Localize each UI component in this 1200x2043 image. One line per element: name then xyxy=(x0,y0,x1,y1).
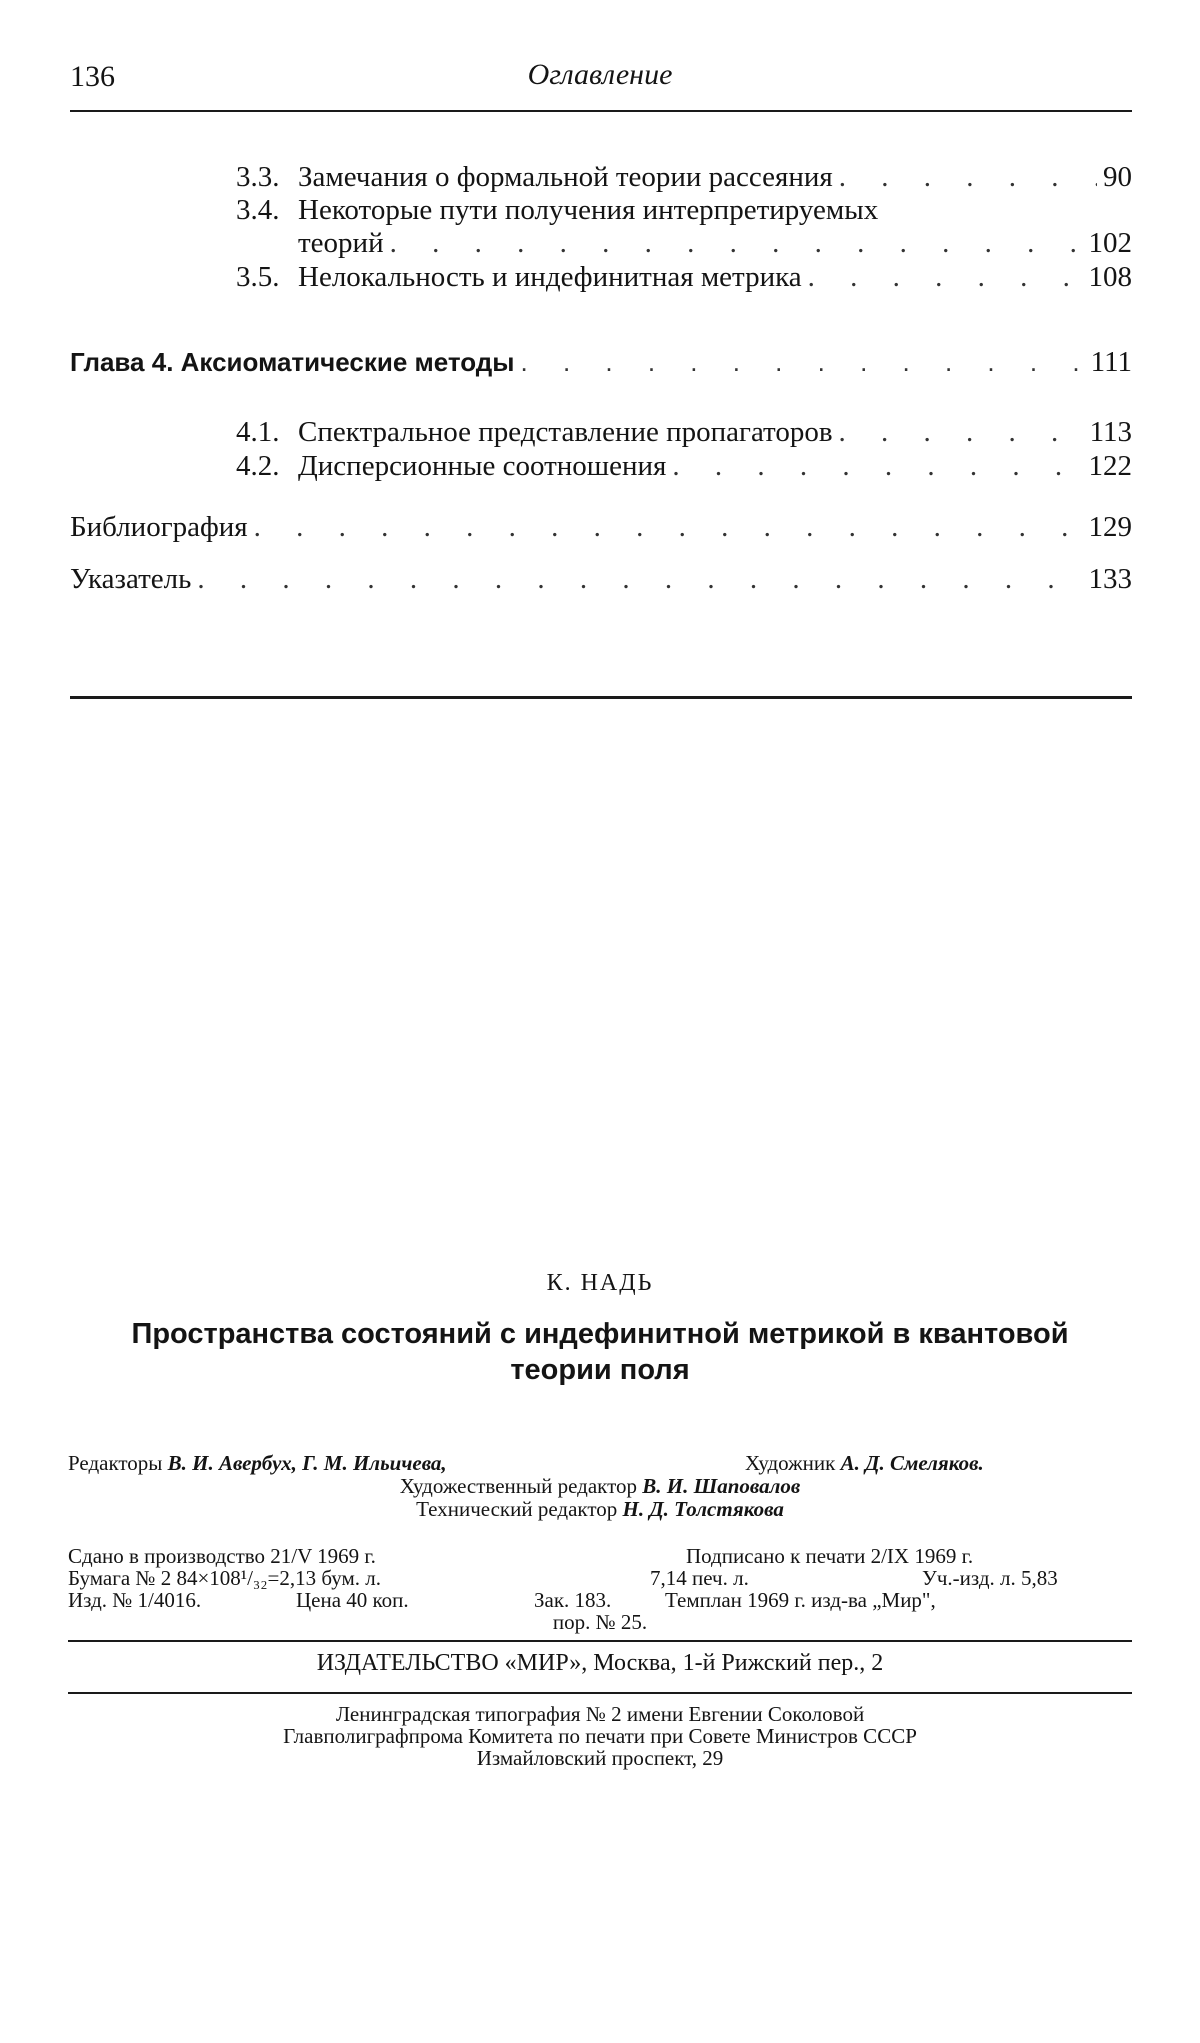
toc-entry-title-cont: теорий xyxy=(298,227,384,259)
tech-editor-name: Н. Д. Толстякова xyxy=(622,1497,784,1521)
index-page: 133 xyxy=(1088,563,1132,595)
artist-name: А. Д. Смеляков. xyxy=(840,1451,984,1475)
toc-index xyxy=(70,562,1132,596)
price: Цена 40 коп. xyxy=(296,1588,409,1612)
art-editor-label: Художественный редактор xyxy=(399,1474,637,1498)
toc-entry-page: 90 xyxy=(1103,161,1132,193)
book-title-line1: Пространства состояний с индефинитной метрикой в квантовой xyxy=(131,1318,1069,1350)
toc-entry-number: 3.3. xyxy=(236,161,280,193)
toc-entry-page: 122 xyxy=(1088,450,1132,482)
book-title xyxy=(60,1316,1140,1388)
editors-label: Редакторы xyxy=(68,1451,163,1475)
paper-info: Бумага № 2 84×108¹/₃₂=2,13 бум. л. xyxy=(68,1566,382,1590)
toc-entry-page: 108 xyxy=(1088,261,1132,293)
print-sheets: 7,14 печ. л. xyxy=(650,1566,749,1590)
plan-position: пор. № 25. xyxy=(552,1610,648,1634)
leader-dots xyxy=(808,260,1083,294)
leader-dots xyxy=(672,449,1082,483)
art-editor-name: В. И. Шаповалов xyxy=(642,1474,801,1498)
toc-entry-3-4-line1 xyxy=(236,193,878,227)
artist-label: Художник xyxy=(745,1451,836,1475)
edition-number: Изд. № 1/4016. xyxy=(68,1588,202,1612)
toc-entry-title: Нелокальность и индефинитная метрика xyxy=(298,261,802,293)
leader-dots xyxy=(254,510,1083,544)
toc-entry-title: Замечания о формальной теории рассеяния xyxy=(298,161,833,193)
toc-entry-page: 102 xyxy=(1088,227,1132,259)
edit-sheets: Уч.-изд. л. 5,83 xyxy=(922,1566,1058,1590)
toc-entry-3-4-line2 xyxy=(298,226,1132,260)
book-title-line2: теории поля xyxy=(510,1354,690,1386)
production-date: Сдано в производство 21/V 1969 г. xyxy=(68,1544,376,1568)
plan-info: Темплан 1969 г. изд-ва „Мир", xyxy=(665,1588,936,1612)
art-editor-line xyxy=(60,1475,1140,1498)
printer-line1: Ленинградская типография № 2 имени Евгении Соколовой xyxy=(335,1702,865,1726)
index-title: Указатель xyxy=(70,563,192,595)
toc-entry-title: Некоторые пути получения интерпретируемых xyxy=(298,194,879,226)
toc-entry-number: 3.4. xyxy=(236,194,280,226)
chapter-title: Глава 4. Аксиоматические методы xyxy=(70,347,515,377)
publisher-line: ИЗДАТЕЛЬСТВО «МИР», Москва, 1-й Рижский пер., 2 xyxy=(316,1650,884,1676)
toc-bibliography xyxy=(70,510,1132,544)
toc-chapter-4 xyxy=(70,345,1132,379)
toc-entry-3-3 xyxy=(236,160,1132,194)
publisher-rule-top xyxy=(68,1640,1132,1642)
toc-entry-page: 113 xyxy=(1089,416,1132,448)
toc-entry-3-5 xyxy=(236,260,1132,294)
tech-editor-label: Технический редактор xyxy=(416,1497,618,1521)
bibliography-title: Библиография xyxy=(70,511,248,543)
leader-dots xyxy=(839,160,1097,194)
printer-line3: Измайловский проспект, 29 xyxy=(476,1746,724,1770)
artist-line xyxy=(745,1452,984,1475)
toc-entry-number: 3.5. xyxy=(236,261,280,293)
toc-entry-number: 4.1. xyxy=(236,416,280,448)
running-title: Оглавление xyxy=(527,58,673,91)
leader-dots xyxy=(839,415,1084,449)
section-rule xyxy=(70,696,1132,699)
leader-dots xyxy=(390,226,1083,260)
leader-dots xyxy=(521,345,1085,379)
toc-entry-title: Спектральное представление пропагаторов xyxy=(298,416,833,448)
toc-entry-title: Дисперсионные соотношения xyxy=(298,450,667,482)
author-name: К. НАДЬ xyxy=(546,1270,654,1296)
editors-line xyxy=(68,1452,447,1475)
signed-date: Подписано к печати 2/IX 1969 г. xyxy=(686,1544,974,1568)
toc-entry-4-1 xyxy=(236,415,1132,449)
page-number: 136 xyxy=(70,60,115,93)
tech-editor-line xyxy=(60,1498,1140,1521)
publisher-rule-bottom xyxy=(68,1692,1132,1694)
printer-line2: Главполиграфпрома Комитета по печати при Совете Министров СССР xyxy=(283,1724,917,1748)
editors-names: В. И. Авербух, Г. М. Ильичева, xyxy=(167,1451,447,1475)
chapter-page: 111 xyxy=(1090,346,1132,378)
bibliography-page: 129 xyxy=(1088,511,1132,543)
leader-dots xyxy=(197,562,1082,596)
order-number: Зак. 183. xyxy=(534,1588,612,1612)
toc-entry-number: 4.2. xyxy=(236,450,280,482)
header-rule xyxy=(70,110,1132,112)
toc-entry-4-2 xyxy=(236,449,1132,483)
